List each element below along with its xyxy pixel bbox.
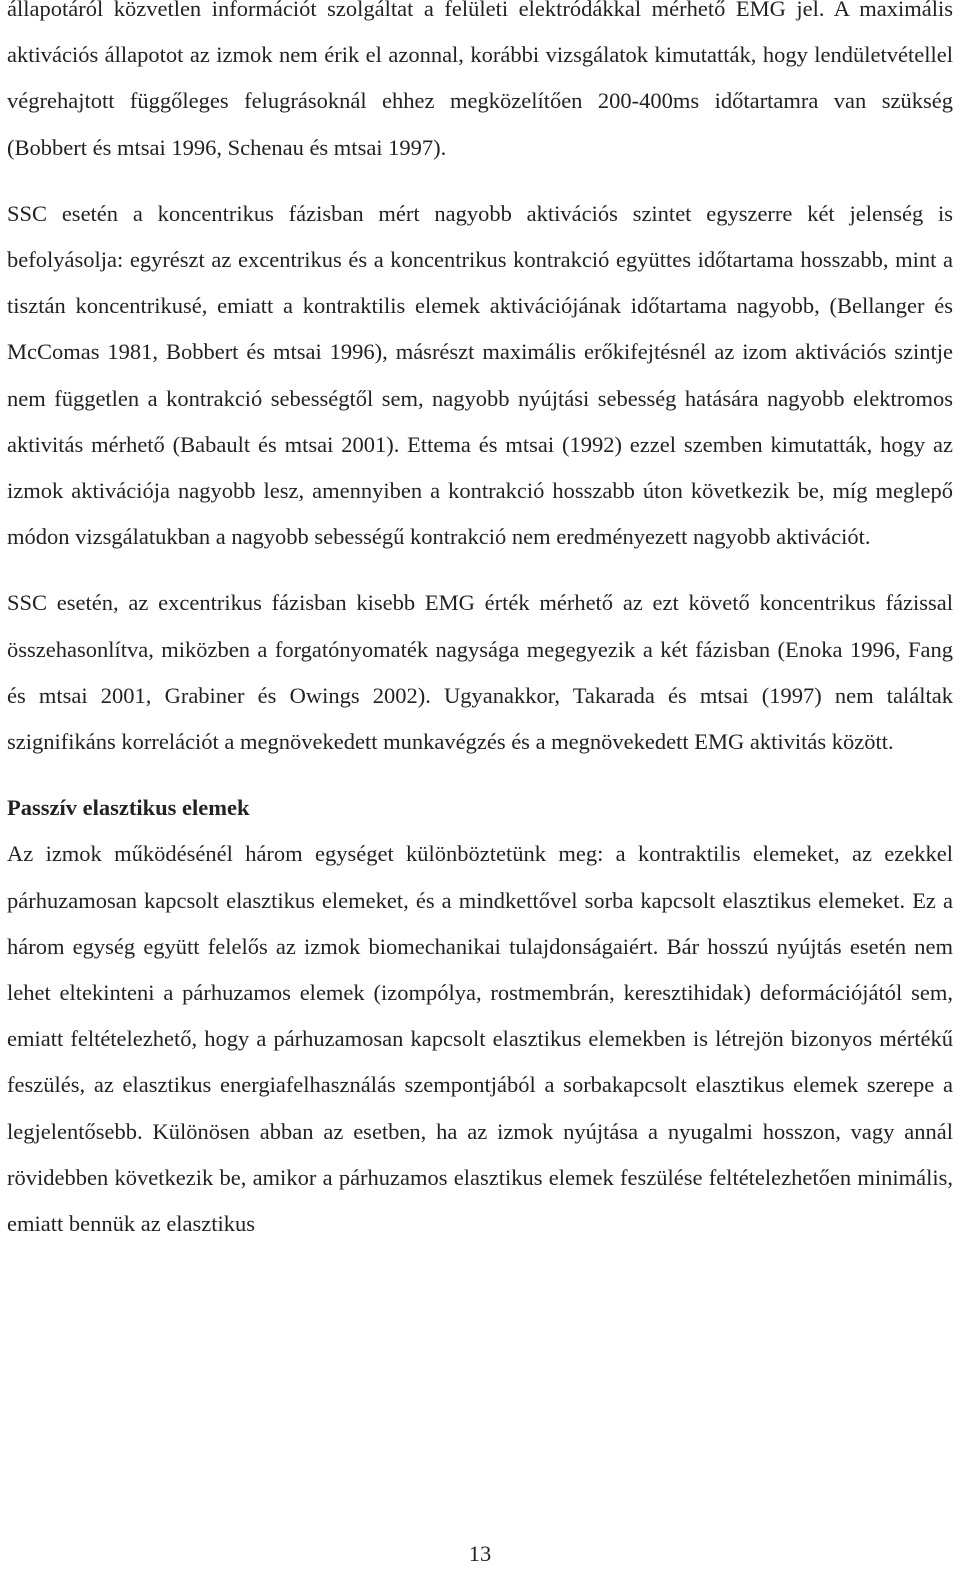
paragraph-ssc-concentric: SSC esetén a koncentrikus fázisban mért nagyobb aktivációs szintet egyszerre két jelenség is befolyásolja: egyrészt az excentrikus és a koncentrikus kontrakció együttes időtartama hosszabb, mint a tisztán koncentrikusé, emiatt a kontraktilis elemek aktivációjának időtartama nagyobb, (Bellanger és McComas 1981, Bobbert és mtsai 1996), másrészt maximális erőkifejtésnél az izom aktivációs szintje nem független a kontrakció sebességtől sem, nagyobb nyújtási sebesség hatására nagyobb elektromos aktivitás mérhető (Babault és mtsai 2001). Ettema és mtsai (1992) ezzel szemben kimutatták, hogy az izmok aktivációja nagyobb lesz, amennyiben a kontrakció hosszabb úton következik be, míg meglepő módon vizsgálatukban a nagyobb sebességű kontrakció nem eredményezett nagyobb aktivációt. — [7, 200, 953, 550]
paragraph-ssc-eccentric: SSC esetén, az excentrikus fázisban kisebb EMG érték mérhető az ezt követő koncentrikus fázissal összehasonlítva, miközben a forgatónyomaték nagysága megegyezik a két fázisban (Enoka 1996, Fang és mtsai 2001, Grabiner és Owings 2002). Ugyanakkor, Takarada és mtsai (1997) nem találtak szignifikáns korrelációt a megnövekedett munkavégzés és a megnövekedett EMG aktivitás között. — [7, 590, 953, 755]
paragraph-emg-activation: állapotáról közvetlen információt szolgáltat a felületi elektródákkal mérhető EMG jel. A maximális aktivációs állapotot az izmok nem érik el azonnal, korábbi vizsgálatok kimutatták, hogy lendületvétellel végrehajtott függőleges felugrásoknál ehhez megközelítően 200-400ms időtartamra van szükség (Bobbert és mtsai 1996, Schenau és mtsai 1997). — [7, 0, 953, 160]
paragraph-passive-elastic: Az izmok működésénél három egységet különböztetünk meg: a kontraktilis elemeket, az ezekkel párhuzamosan kapcsolt elasztikus elemeket, és a mindkettővel sorba kapcsolt elasztikus elemeket. Ez a három egység együtt felelős az izmok biomechanikai tulajdonságaiért. Bár hosszú nyújtás esetén nem lehet eltekinteni a párhuzamos elemek (izompólya, rostmembrán, keresztihidak) deformációjától sem, emiatt feltételezhető, hogy a párhuzamosan kapcsolt elasztikus elemekben is létrejön bizonyos mértékű feszülés, az elasztikus energiafelhasználás szempontjából a sorbakapcsolt elasztikus elemek szerepe a legjelentősebb. Különösen abban az esetben, ha az izmok nyújtása a nyugalmi hosszon, vagy annál rövidebben következik be, amikor a párhuzamos elasztikus elemek feszülése feltételezhetően minimális, emiatt bennük az elasztikus — [7, 841, 953, 1237]
document-page — [7, 0, 953, 1247]
section-heading: Passzív elasztikus elemek — [7, 795, 250, 821]
page-number: 13 — [468, 1541, 492, 1566]
